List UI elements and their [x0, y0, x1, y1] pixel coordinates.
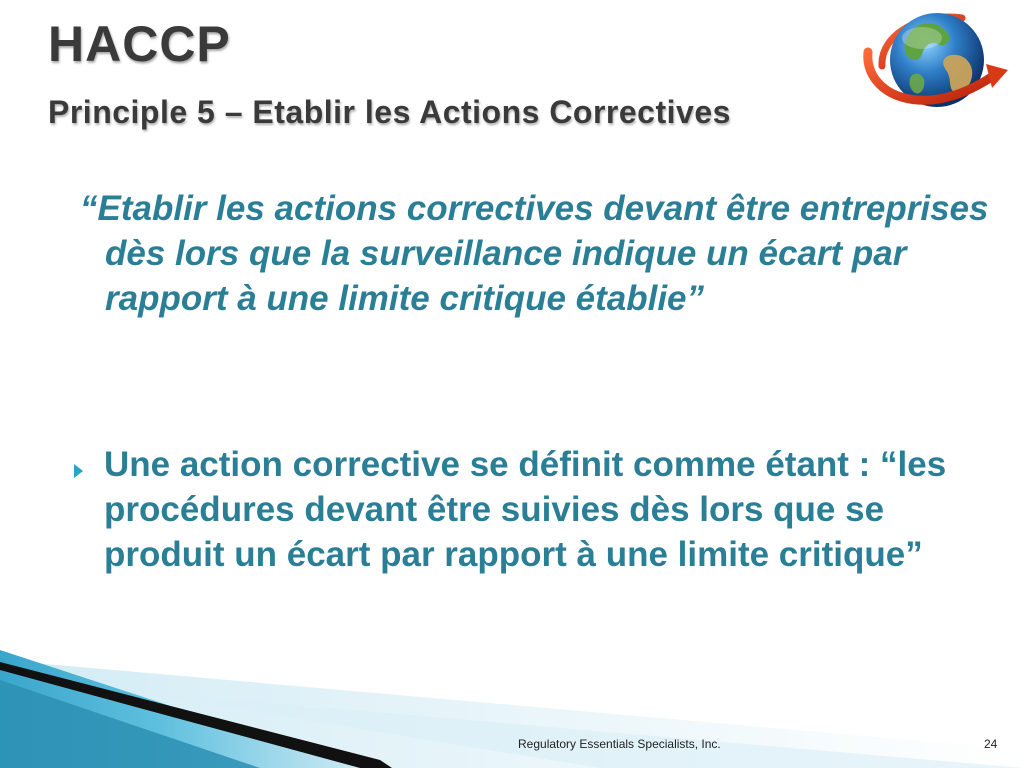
bullet-item — [70, 442, 990, 577]
bullet-arrow-icon — [74, 464, 83, 478]
footer-organization: Regulatory Essentials Specialists, Inc. — [518, 737, 721, 751]
decorative-swoosh — [0, 640, 1024, 768]
footer-page-number: 24 — [984, 737, 998, 751]
arrow-head — [986, 64, 1008, 88]
definition-quote: “Etablir les actions correctives devant être entreprises dès lors que la surveillance indique un écart par rapport à une limite critique établie” — [80, 189, 989, 318]
globe-with-arrow-icon — [862, 4, 1012, 122]
slide-subtitle: Principle 5 – Etablir les Actions Correctives — [48, 94, 731, 130]
bullet-text: Une action corrective se définit comme étant : “les procédures devant être suivies dès lors que se produit un écart par rapport à une limite critique” — [104, 445, 947, 574]
slide-title: HACCP — [48, 16, 231, 72]
